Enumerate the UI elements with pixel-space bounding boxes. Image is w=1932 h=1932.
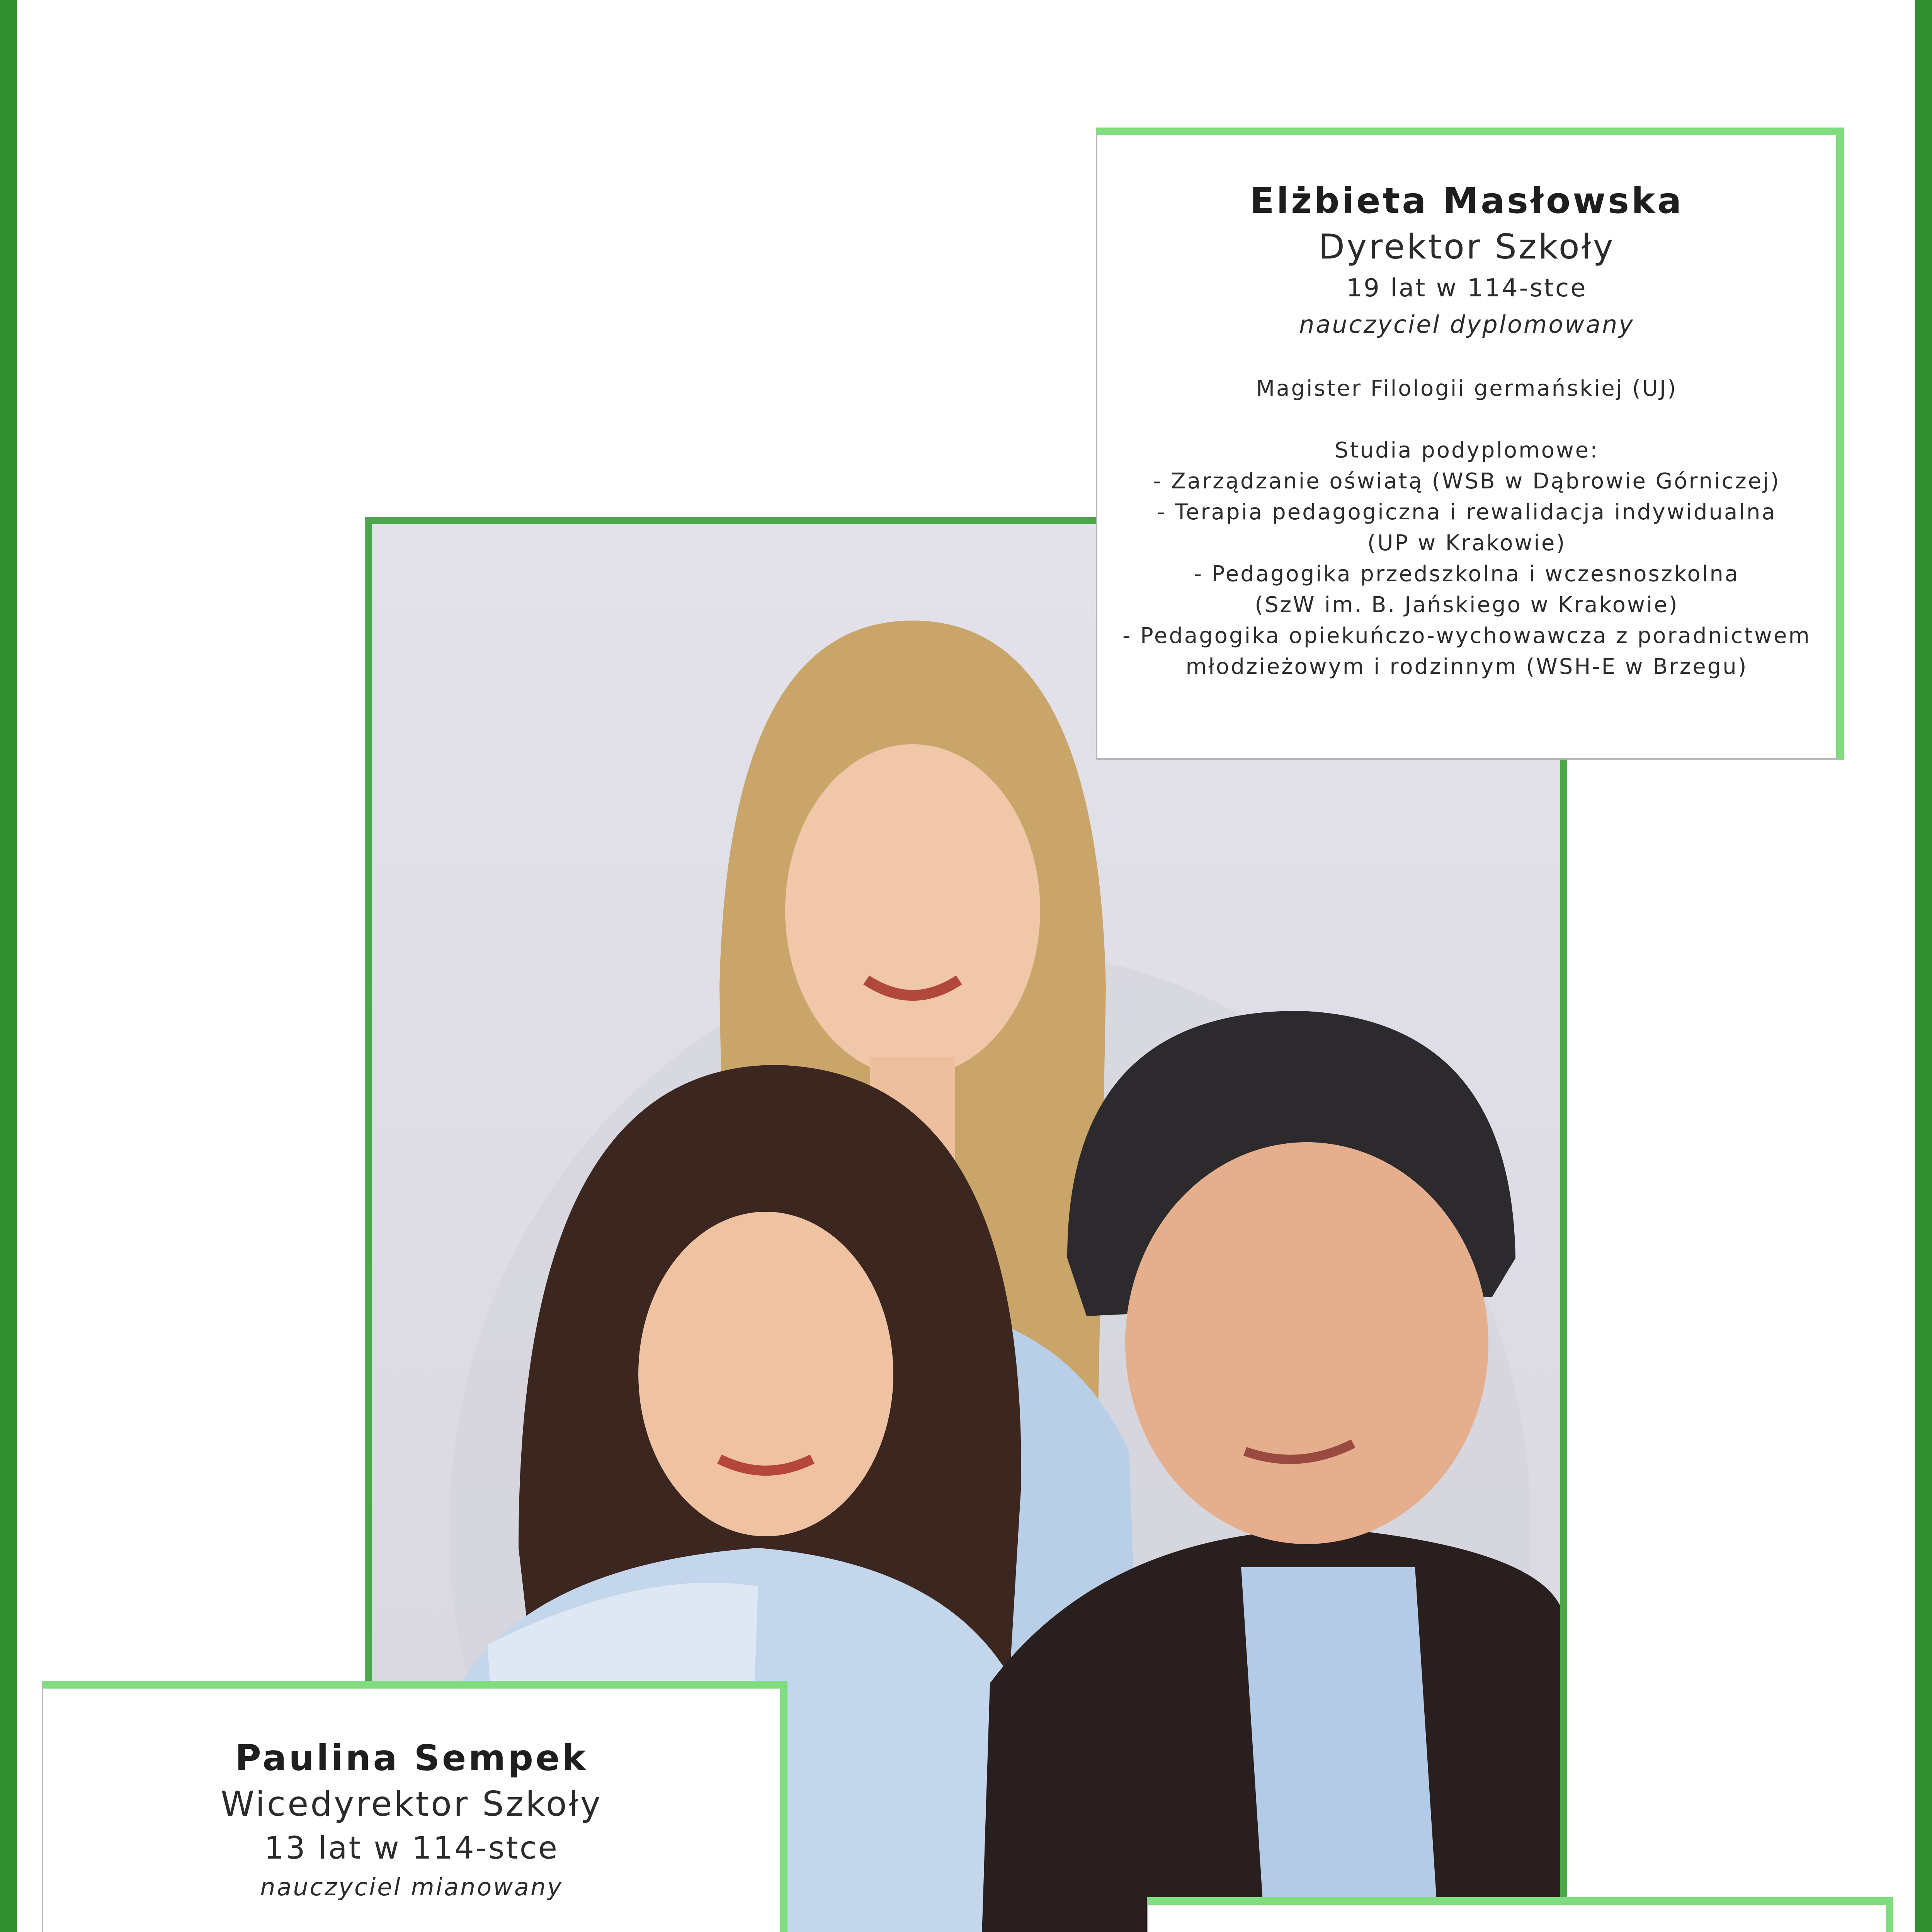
vice1-name: Paulina Sempek bbox=[235, 1737, 588, 1779]
director-card bbox=[1096, 128, 1844, 760]
vice1-role: Wicedyrektor Szkoły bbox=[221, 1784, 602, 1824]
director-study-item: - Zarządzanie oświatą (WSB w Dąbrowie Górniczej) bbox=[1153, 469, 1781, 494]
director-study-item: młodzieżowym i rodzinnym (WSH-E w Brzegu) bbox=[1185, 654, 1748, 679]
vice1-status: nauczyciel mianowany bbox=[260, 1873, 563, 1901]
director-name: Elżbieta Masłowska bbox=[1250, 180, 1684, 221]
left-green-bar bbox=[0, 0, 17, 1932]
director-study-item: - Terapia pedagogiczna i rewalidacja indywidualna bbox=[1157, 500, 1777, 525]
vice1-card bbox=[42, 1681, 787, 1932]
vice2-card bbox=[1147, 1897, 1893, 1932]
director-degree: Magister Filologii germańskiej (UJ) bbox=[1256, 376, 1678, 401]
director-tenure: 19 lat w 114-stce bbox=[1346, 274, 1587, 303]
director-study-item: (UP w Krakowie) bbox=[1367, 531, 1566, 556]
director-studies-header: Studia podyplomowe: bbox=[1334, 438, 1599, 463]
director-status: nauczyciel dyplomowany bbox=[1299, 310, 1634, 338]
director-role: Dyrektor Szkoły bbox=[1318, 227, 1615, 267]
vice1-tenure: 13 lat w 114-stce bbox=[264, 1830, 559, 1866]
director-study-item: - Pedagogika opiekuńczo-wychowawcza z poradnictwem bbox=[1122, 623, 1811, 648]
right-green-bar bbox=[1915, 0, 1932, 1932]
director-study-item: (SzW im. B. Jańskiego w Krakowie) bbox=[1255, 592, 1679, 617]
director-study-item: - Pedagogika przedszkolna i wczesnoszkolna bbox=[1194, 561, 1740, 587]
